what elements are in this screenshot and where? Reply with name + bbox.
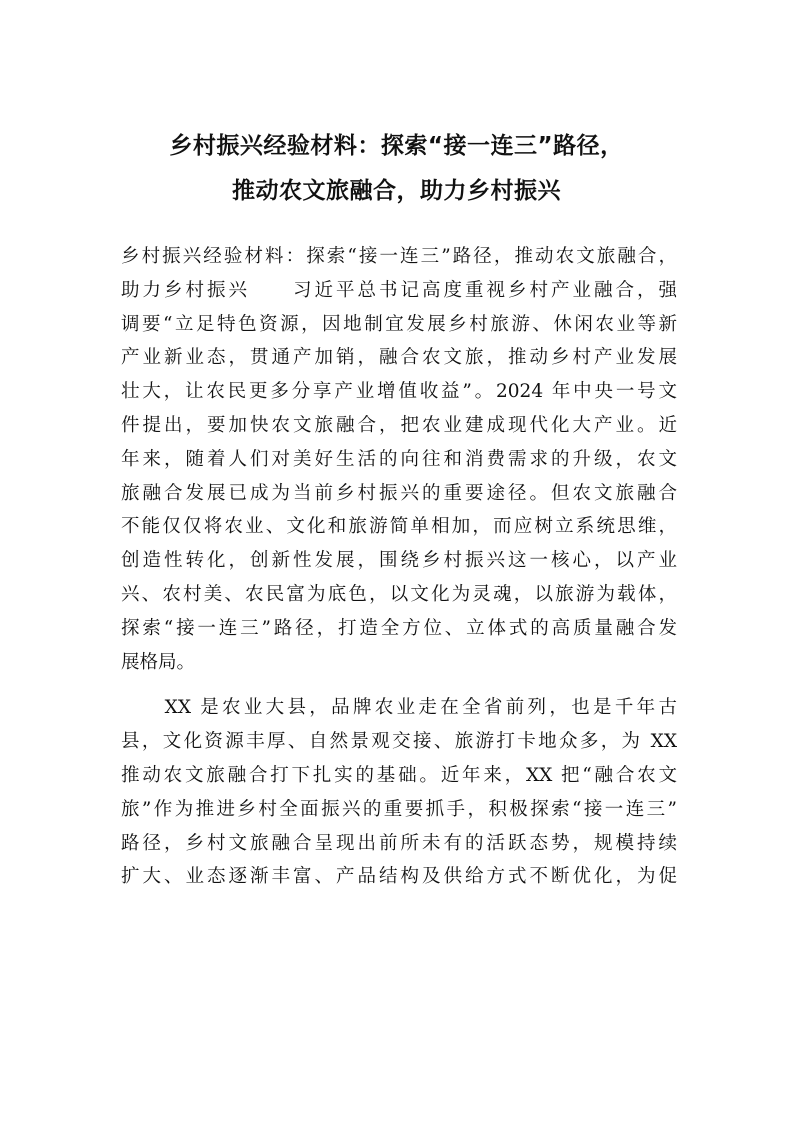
paragraph-line: 推动农文旅融合打下扎实的基础。近年来，XX 把“融合农文 (121, 764, 677, 786)
title-line-1: 乡村振兴经验材料：探索“接一连三”路径， (169, 133, 624, 159)
paragraph-line: 县，文化资源丰厚、自然景观交接、旅游打卡地众多，为 XX (121, 731, 677, 753)
paragraph-line: 助力乡村振兴 习近平总书记高度重视乡村产业融合，强 (121, 279, 677, 301)
paragraph-line: 调要“立足特色资源，因地制宜发展乡村旅游、休闲农业等新 (121, 313, 677, 335)
paragraph-line: 探索“接一连三”路径，打造全方位、立体式的高质量融合发 (121, 617, 677, 639)
paragraph-line: 旅融合发展已成为当前乡村振兴的重要途径。但农文旅融合 (121, 482, 677, 504)
paragraph-line: 兴、农村美、农民富为底色，以文化为灵魂，以旅游为载体， (121, 583, 677, 605)
paragraph-line: 展格局。 (121, 651, 196, 673)
document-title (100, 124, 693, 214)
title-line-2: 推动农文旅融合，助力乡村振兴 (232, 178, 561, 204)
paragraph-line: 产业新业态，贯通产加销，融合农文旅，推动乡村产业发展 (121, 347, 677, 369)
paragraph-line: 路径，乡村文旅融合呈现出前所未有的活跃态势，规模持续 (121, 832, 677, 854)
paragraph-line: 扩大、业态逐渐丰富、产品结构及供给方式不断优化，为促 (121, 866, 677, 888)
paragraph-line: 乡村振兴经验材料：探索“接一连三”路径，推动农文旅融合， (121, 246, 677, 267)
paragraph-line: 旅”作为推进乡村全面振兴的重要抓手，积极探索“接一连三” (121, 798, 677, 820)
paragraph-line: 件提出，要加快农文旅融合，把农业建成现代化大产业。近 (121, 414, 677, 436)
paragraph-line: 不能仅仅将农业、文化和旅游简单相加，而应树立系统思维， (121, 516, 677, 538)
paragraph-line: 壮大，让农民更多分享产业增值收益”。2024 年中央一号文 (121, 381, 677, 403)
paragraph-2 (121, 691, 677, 894)
paragraph-line: 创造性转化，创新性发展，围绕乡村振兴这一核心，以产业 (121, 550, 677, 572)
document-body (121, 240, 677, 894)
paragraph-1 (121, 240, 677, 679)
paragraph-line: 年来，随着人们对美好生活的向往和消费需求的升级，农文 (121, 448, 677, 470)
paragraph-line: XX 是农业大县，品牌农业走在全省前列，也是千年古 (121, 697, 677, 719)
